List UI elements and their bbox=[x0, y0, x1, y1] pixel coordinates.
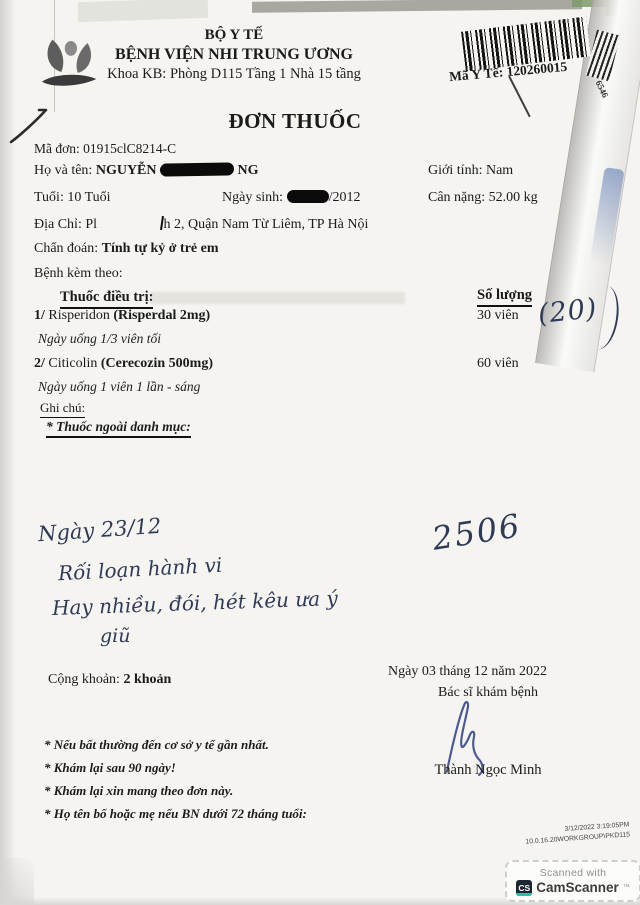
weight-value: 52.00 kg bbox=[488, 190, 538, 205]
handwritten-note-line1: Ngày 23/12 bbox=[37, 513, 163, 547]
prescription-code-value: 01915clC8214-C bbox=[83, 141, 177, 156]
medical-code-label: Mã Y Tế: bbox=[448, 64, 504, 85]
print-timestamp-line2: 10.0.16.20WORKGROUP\PKD115 bbox=[525, 831, 631, 846]
gender-value: Nam bbox=[485, 163, 514, 178]
department-line: Khoa KB: Phòng D115 Tầng 1 Nhà 15 tầng bbox=[107, 65, 361, 82]
ghost-show-through-text bbox=[150, 292, 405, 304]
ministry-name: BỘ Y TẾ bbox=[204, 27, 264, 43]
side-barcode-number: 6546 bbox=[593, 78, 611, 100]
gender-line bbox=[428, 163, 513, 179]
medication-row bbox=[34, 308, 210, 324]
drug-column-header: Thuốc điều trị: bbox=[60, 289, 153, 309]
footer-note-2: * Khám lại sau 90 ngày! bbox=[44, 760, 176, 775]
doctor-title: Bác sĩ khám bệnh bbox=[438, 685, 538, 700]
name-redaction-bar bbox=[160, 162, 234, 176]
address-end: h 2, Quận Nam Từ Liêm, TP Hà Nội bbox=[163, 217, 369, 232]
address-line bbox=[34, 216, 368, 233]
footer-note-1: * Nếu bất thường đến cơ sở y tế gần nhất. bbox=[44, 737, 269, 752]
med1-qty: 30 viên bbox=[477, 308, 519, 323]
med1-handwritten-qty: (20) bbox=[536, 292, 599, 331]
out-of-list-label: * Thuốc ngoài danh mục: bbox=[46, 419, 191, 438]
medication-row bbox=[34, 356, 213, 372]
diagnosis-value: Tính tự kỷ ở trẻ em bbox=[101, 241, 219, 256]
total-items-line bbox=[48, 672, 171, 688]
address-label: Địa Chỉ: bbox=[34, 217, 82, 232]
prescription-code-line bbox=[34, 141, 176, 157]
diagnosis-label: Chẩn đoán: bbox=[34, 241, 99, 256]
handwritten-number: 2506 bbox=[429, 506, 524, 558]
gender-label: Giới tính: bbox=[428, 163, 483, 178]
camscanner-brand-row bbox=[516, 880, 630, 896]
diagnosis-line bbox=[34, 241, 219, 257]
print-timestamp bbox=[467, 820, 630, 852]
scanned-with-label: Scanned with bbox=[539, 866, 607, 879]
top-left-shade bbox=[78, 0, 209, 22]
document-header bbox=[84, 26, 384, 83]
dob-label: Ngày sinh: bbox=[222, 190, 284, 205]
footer-note-3: * Khám lại xin mang theo đơn này. bbox=[44, 783, 234, 798]
med2-index: 2/ bbox=[34, 356, 45, 371]
camscanner-badge bbox=[505, 860, 640, 902]
top-edge-strip bbox=[252, 0, 582, 13]
print-timestamp-line1: 3/12/2022 3:19:05PM bbox=[564, 821, 630, 833]
camscanner-logo-icon: CS bbox=[516, 880, 532, 896]
prescription-code-label: Mã đơn: bbox=[34, 141, 80, 156]
comorbidity-line: Bệnh kèm theo: bbox=[34, 266, 123, 281]
weight-label: Cân nặng: bbox=[428, 190, 486, 205]
total-items-value: 2 khoản bbox=[123, 672, 172, 687]
total-items-label: Cộng khoản: bbox=[48, 672, 120, 687]
prescription-date: Ngày 03 tháng 12 năm 2022 bbox=[388, 664, 548, 679]
camscanner-name: CamScanner bbox=[536, 880, 619, 895]
dob-year: /2012 bbox=[328, 190, 361, 205]
trademark-symbol: ™ bbox=[622, 884, 630, 891]
patient-name-label: Họ và tên: bbox=[34, 163, 93, 178]
age-line bbox=[34, 190, 111, 206]
med2-dosage: Ngày uống 1 viên 1 lần - sáng bbox=[38, 379, 201, 394]
address-start: Pl bbox=[85, 217, 98, 232]
weight-line bbox=[428, 190, 538, 206]
footer-note-4: * Họ tên bố hoặc mẹ nếu BN dưới 72 tháng tuổi: bbox=[44, 806, 307, 821]
doctor-name: Thành Ngọc Minh bbox=[434, 762, 542, 778]
qty-column-header: Số lượng bbox=[477, 287, 532, 307]
patient-name-suffix: NG bbox=[237, 163, 259, 178]
med1-name: Risperidon bbox=[48, 308, 110, 323]
patient-name-line bbox=[34, 163, 259, 179]
med1-brand: (Risperdal 2mg) bbox=[113, 308, 211, 323]
handwritten-note-line2: Rối loạn hành vi bbox=[57, 552, 223, 586]
med2-qty: 60 viên bbox=[477, 356, 519, 371]
handwritten-note-line3: Hay nhiều, đói, hét kêu ưa ý bbox=[51, 586, 339, 620]
dob-redaction-bar bbox=[287, 190, 329, 203]
notes-label: Ghi chú: bbox=[40, 400, 85, 418]
med2-brand: (Cerecozin 500mg) bbox=[100, 356, 213, 371]
med1-index: 1/ bbox=[34, 308, 45, 323]
dob-line bbox=[222, 190, 360, 206]
medical-code-value: 120260015 bbox=[505, 58, 568, 80]
age-value: 10 Tuổi bbox=[67, 190, 111, 205]
hospital-name: BỆNH VIỆN NHI TRUNG ƯƠNG bbox=[115, 45, 353, 63]
patient-name-prefix: NGUYỄN bbox=[95, 163, 157, 178]
page-title: ĐƠN THUỐC bbox=[228, 109, 362, 133]
med1-dosage: Ngày uống 1/3 viên tối bbox=[38, 331, 161, 346]
age-label: Tuổi: bbox=[34, 190, 64, 205]
med2-name: Citicolin bbox=[48, 356, 98, 371]
handwritten-note-line4: giũ bbox=[100, 625, 131, 647]
